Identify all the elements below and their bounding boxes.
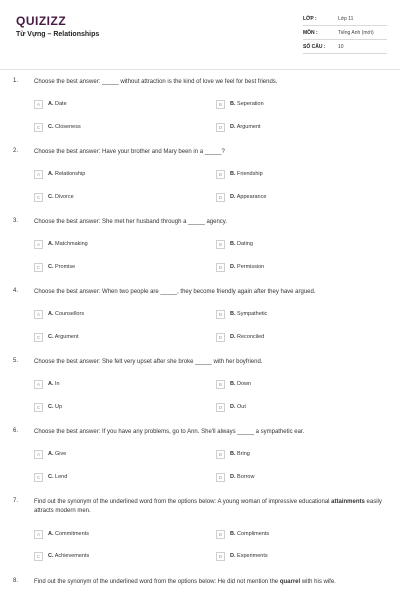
option-letter: A. (48, 101, 54, 107)
option-text: Commitments (55, 531, 89, 537)
option-text: Achievements (54, 553, 90, 559)
option-text: Lend (55, 474, 68, 480)
option-letter: A. (48, 311, 54, 317)
meta-subject-value: Tiếng Anh (mới) (338, 29, 374, 36)
meta-subject-row (303, 26, 387, 40)
option-c[interactable] (34, 332, 79, 342)
option-d[interactable] (216, 122, 261, 132)
option-letter: B. (230, 531, 236, 537)
option-letter: C. (48, 264, 54, 270)
option-d[interactable] (216, 472, 254, 482)
option-c[interactable] (34, 262, 75, 272)
meta-subject-label: MÔN : (303, 29, 318, 36)
option-d[interactable] (216, 192, 266, 202)
option-text: Relationship (55, 171, 86, 177)
option-text: Counsellors (55, 311, 85, 317)
option-d[interactable] (216, 402, 246, 412)
option-c[interactable] (34, 402, 62, 412)
option-text: Seperation (237, 101, 264, 107)
question-3 (0, 218, 400, 288)
option-b[interactable] (216, 379, 251, 389)
option-a[interactable] (34, 169, 85, 179)
option-box: C (34, 193, 43, 202)
option-letter: D. (230, 474, 236, 480)
worksheet-meta (303, 12, 387, 54)
option-letter: C. (48, 553, 54, 559)
option-box: B (216, 380, 225, 389)
option-text: Borrow (237, 474, 255, 480)
option-letter: B. (230, 451, 236, 457)
worksheet-header (0, 0, 400, 70)
option-a[interactable] (34, 449, 66, 459)
option-d[interactable] (216, 551, 268, 561)
option-box: B (216, 310, 225, 319)
option-box: D (216, 552, 225, 561)
question-text: Choose the best answer: Have your brother and Mary been in a _____? (34, 149, 225, 155)
question-number: 6. (13, 428, 19, 434)
option-letter: C. (48, 124, 54, 130)
option-box: A (34, 240, 43, 249)
option-a[interactable] (34, 239, 88, 249)
header-divider (0, 69, 400, 70)
option-text: Promise (55, 264, 76, 270)
meta-class-row (303, 12, 387, 26)
question-1 (0, 78, 400, 148)
question-text: Choose the best answer: She felt very upset after she broke _____ with her boyfriend. (34, 359, 263, 365)
option-box: A (34, 530, 43, 539)
option-box: C (34, 473, 43, 482)
option-text: Give (55, 451, 67, 457)
option-b[interactable] (216, 309, 267, 319)
option-letter: D. (230, 194, 236, 200)
option-c[interactable] (34, 192, 74, 202)
option-text: Bring (237, 451, 250, 457)
question-2 (0, 148, 400, 218)
question-text: Find out the synonym of the underlined word from the options below: He did not mention the quarrel with his wife. (34, 579, 336, 585)
option-text: Closeness (55, 124, 81, 130)
option-box: B (216, 240, 225, 249)
option-text: Reconciled (237, 334, 265, 340)
option-text: Argument (236, 124, 261, 130)
option-box: A (34, 310, 43, 319)
option-box: A (34, 380, 43, 389)
option-box: D (216, 193, 225, 202)
option-letter: C. (48, 194, 54, 200)
option-box: D (216, 123, 225, 132)
option-letter: C. (48, 334, 54, 340)
option-letter: A. (48, 381, 54, 387)
option-text: Date (55, 101, 67, 107)
option-box: D (216, 333, 225, 342)
question-number: 4. (13, 288, 19, 294)
worksheet-title: Từ Vựng – Relationships (16, 31, 100, 38)
option-a[interactable] (34, 529, 89, 539)
option-letter: B. (230, 311, 236, 317)
meta-class-label: LỚP : (303, 15, 317, 22)
question-5 (0, 358, 400, 428)
option-letter: B. (230, 241, 236, 247)
option-box: D (216, 403, 225, 412)
meta-class-value: Lớp 11 (338, 15, 354, 22)
option-letter: C. (48, 474, 54, 480)
question-text: Choose the best answer: When two people are _____, they become friendly again after they have argued. (34, 289, 316, 295)
option-letter: A. (48, 241, 54, 247)
option-letter: A. (48, 171, 54, 177)
option-b[interactable] (216, 169, 263, 179)
question-4 (0, 288, 400, 358)
option-box: C (34, 333, 43, 342)
option-box: A (34, 450, 43, 459)
meta-count-value: 10 (338, 43, 344, 50)
option-box: C (34, 403, 43, 412)
option-b[interactable] (216, 239, 253, 249)
question-text: Choose the best answer: She met her husband through a _____ agency. (34, 219, 228, 225)
meta-count-label: SỐ CÂU : (303, 43, 326, 50)
option-b[interactable] (216, 99, 264, 109)
option-text: Divorce (55, 194, 74, 200)
option-b[interactable] (216, 449, 250, 459)
option-text: Out (237, 404, 246, 410)
option-c[interactable] (34, 122, 81, 132)
option-c[interactable] (34, 472, 67, 482)
underlined-word: quarrel (279, 579, 301, 585)
option-letter: B. (230, 381, 236, 387)
option-text: Friendship (237, 171, 263, 177)
option-box: A (34, 170, 43, 179)
option-text: Appearance (236, 194, 267, 200)
option-text: Matchmaking (55, 241, 88, 247)
meta-count-row (303, 40, 387, 54)
question-6 (0, 428, 400, 498)
option-letter: B. (230, 101, 236, 107)
option-text: In (55, 381, 60, 387)
question-number: 2. (13, 148, 19, 154)
option-letter: D. (230, 553, 236, 559)
option-a[interactable] (34, 309, 84, 319)
option-d[interactable] (216, 332, 264, 342)
option-d[interactable] (216, 262, 264, 272)
option-letter: D. (230, 124, 236, 130)
underlined-word: attainments (331, 499, 365, 505)
option-letter: D. (230, 334, 236, 340)
question-number: 1. (13, 78, 19, 84)
option-box: B (216, 170, 225, 179)
option-a[interactable] (34, 379, 60, 389)
option-a[interactable] (34, 99, 67, 109)
quizizz-logo: QUIZIZZ (16, 14, 67, 28)
option-c[interactable] (34, 551, 89, 561)
option-letter: D. (230, 404, 236, 410)
option-letter: B. (230, 171, 236, 177)
option-text: Compliments (237, 531, 270, 537)
option-letter: C. (48, 404, 54, 410)
option-b[interactable] (216, 529, 269, 539)
question-8 (0, 578, 400, 598)
option-text: Up (55, 404, 63, 410)
option-text: Experiments (237, 553, 268, 559)
option-box: B (216, 530, 225, 539)
question-list (0, 78, 400, 598)
option-text: Permission (237, 264, 265, 270)
option-box: C (34, 123, 43, 132)
option-letter: D. (230, 264, 236, 270)
question-number: 7. (13, 498, 19, 504)
question-number: 5. (13, 358, 19, 364)
option-box: B (216, 450, 225, 459)
option-text: Down (237, 381, 252, 387)
option-box: D (216, 473, 225, 482)
option-letter: A. (48, 451, 54, 457)
option-box: C (34, 552, 43, 561)
option-box: C (34, 263, 43, 272)
option-box: A (34, 100, 43, 109)
question-text: Choose the best answer: _____ without attraction is the kind of love we feel for best friends. (34, 79, 278, 85)
option-box: D (216, 263, 225, 272)
option-text: Dating (237, 241, 253, 247)
question-7 (0, 498, 400, 578)
question-text: Choose the best answer: If you have any problems, go to Ann. She'll always _____ a sympathetic ear. (34, 429, 305, 435)
question-text: Find out the synonym of the underlined word from the options below: A young woman of impressive educational attainments easily attracts modern men. (34, 499, 382, 514)
option-letter: A. (48, 531, 54, 537)
question-number: 3. (13, 218, 19, 224)
option-text: Argument (54, 334, 79, 340)
question-number: 8. (13, 578, 19, 584)
option-box: B (216, 100, 225, 109)
option-text: Sympathetic (237, 311, 268, 317)
